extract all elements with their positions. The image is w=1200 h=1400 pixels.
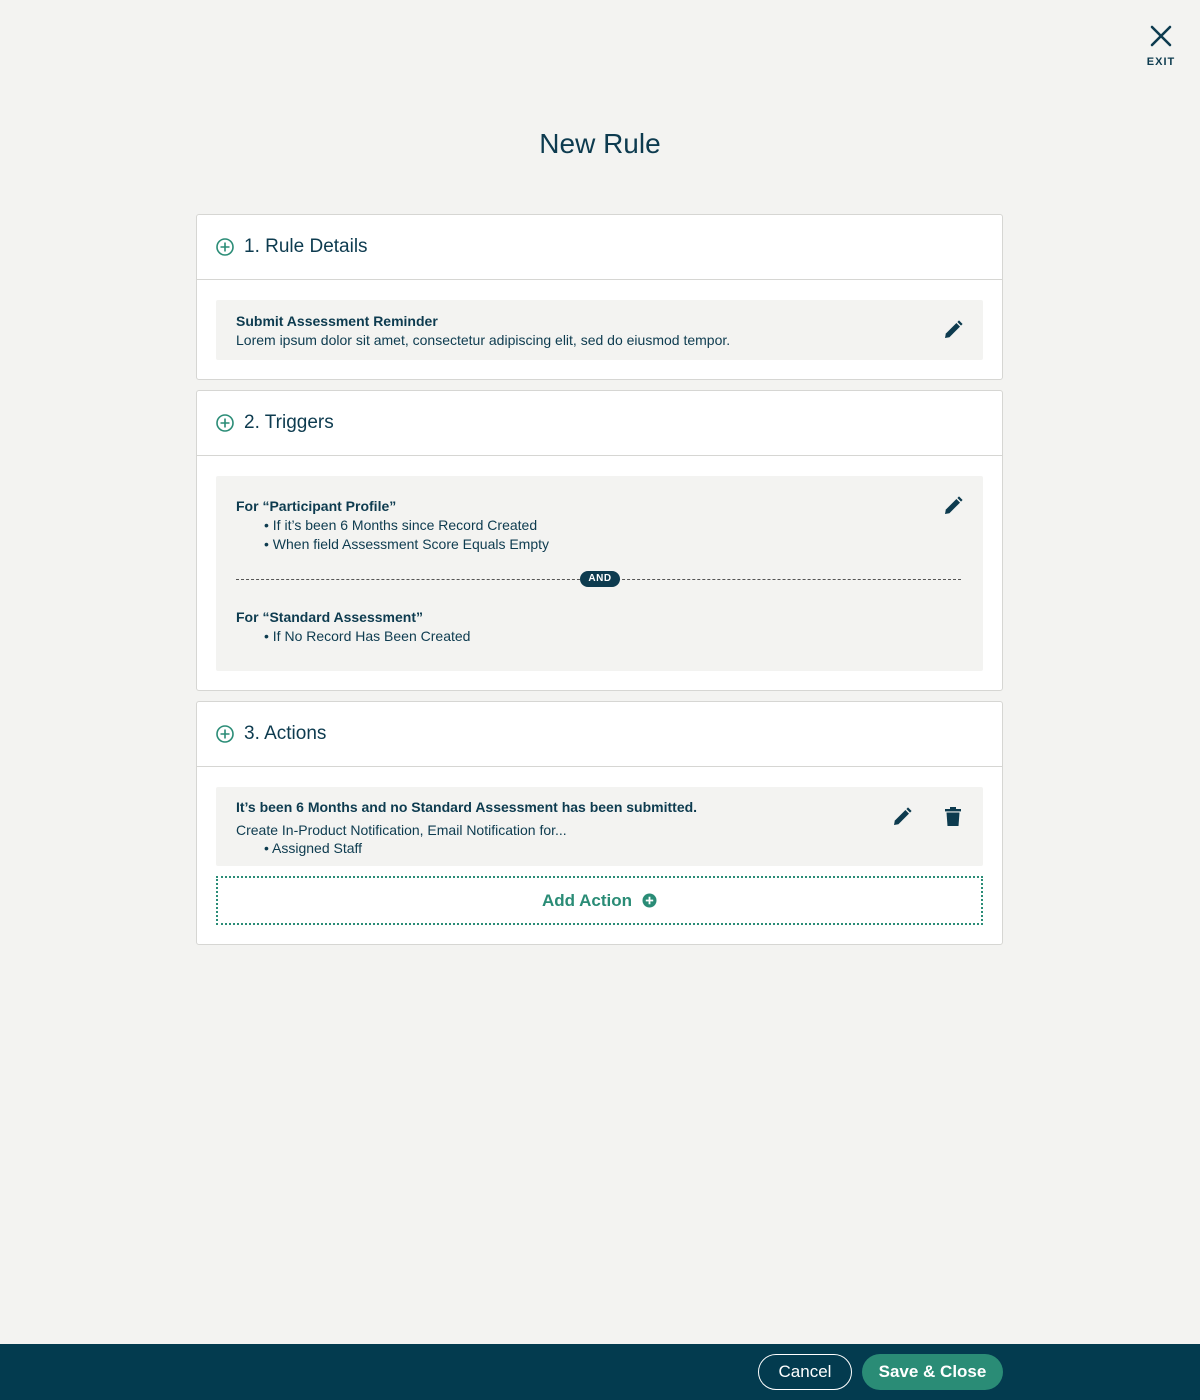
pencil-icon[interactable]: [943, 496, 963, 516]
page-title: New Rule: [539, 128, 661, 159]
plus-circle-icon: [216, 238, 234, 256]
add-action-button[interactable]: [216, 876, 983, 925]
pencil-icon[interactable]: [943, 320, 963, 340]
action-heading: It’s been 6 Months and no Standard Assessment has been submitted.: [236, 799, 698, 815]
action-recipient: • Assigned Staff: [264, 840, 363, 856]
action-item: [216, 787, 983, 866]
trigger-condition: • If No Record Has Been Created: [264, 628, 471, 644]
cancel-button[interactable]: Cancel: [758, 1354, 852, 1390]
exit-label: EXIT: [1146, 56, 1176, 68]
triggers-header[interactable]: [197, 391, 1002, 456]
trigger-condition: • If it’s been 6 Months since Record Created: [264, 517, 538, 533]
rule-details-header[interactable]: [197, 215, 1002, 280]
actions-title: 3. Actions: [244, 723, 327, 744]
rule-details-panel: [216, 300, 983, 360]
pencil-icon[interactable]: [892, 807, 912, 827]
footer-bar: [0, 1344, 1200, 1400]
actions-header[interactable]: [197, 702, 1002, 767]
trigger-condition: • When field Assessment Score Equals Empty: [264, 536, 550, 552]
exit-button[interactable]: [1144, 24, 1178, 68]
rule-details-card: [196, 214, 1003, 380]
actions-card: [196, 701, 1003, 945]
trigger-group: [216, 609, 983, 644]
triggers-title: 2. Triggers: [244, 412, 334, 433]
rule-description: Lorem ipsum dolor sit amet, consectetur adipiscing elit, sed do eiusmod tempor.: [236, 332, 731, 348]
trigger-group-heading: For “Standard Assessment”: [236, 609, 423, 625]
and-badge: AND: [580, 571, 620, 587]
add-action-label: Add Action: [541, 890, 633, 910]
rule-details-title: 1. Rule Details: [244, 236, 368, 257]
save-close-button[interactable]: Save & Close: [862, 1354, 1003, 1390]
trigger-group-heading: For “Participant Profile”: [236, 498, 397, 514]
rule-name: Submit Assessment Reminder: [236, 313, 438, 329]
close-icon: [1149, 24, 1173, 48]
and-divider: [216, 570, 983, 590]
plus-circle-icon: [642, 893, 657, 908]
triggers-panel: [216, 476, 983, 671]
plus-circle-icon: [216, 414, 234, 432]
plus-circle-icon: [216, 725, 234, 743]
action-description: Create In-Product Notification, Email Notification for...: [236, 822, 567, 838]
triggers-card: [196, 390, 1003, 691]
trigger-group: [216, 498, 983, 552]
trash-icon[interactable]: [945, 807, 961, 826]
